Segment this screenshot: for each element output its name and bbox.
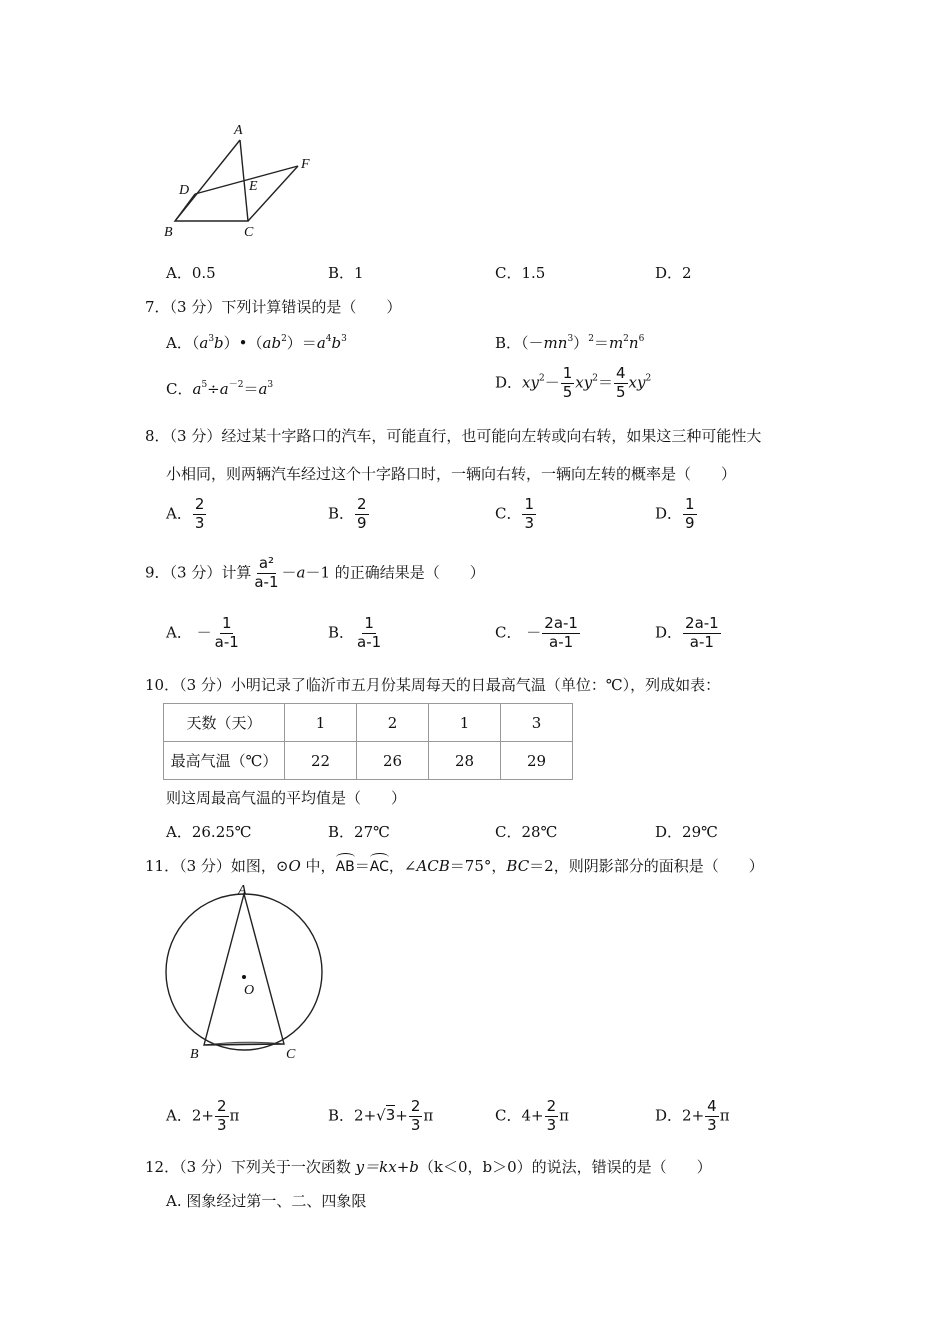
q8-line1: 8．（3 分）经过某十字路口的汽车，可能直行，也可能向左转或向右转，如果这三种可能性大 <box>145 427 762 445</box>
q10-option-a: A．26.25℃ <box>166 823 252 841</box>
table-cell: 最高气温（℃） <box>164 742 285 780</box>
arc-ac: AC <box>370 855 389 875</box>
label-a: A <box>238 883 247 898</box>
table-cell: 3 <box>501 704 573 742</box>
q10-option-c: C．28℃ <box>495 823 558 841</box>
q9-stem: 9．（3 分）计算 $\frac{\text{a²}}{a-1}$ －a－1 的正确结果是（ ） <box>145 554 485 591</box>
table-cell: 22 <box>285 742 357 780</box>
q6-option-d: D．2 <box>655 264 692 282</box>
q11-option-c: C．4+ $\frac{2}{3}$ π <box>495 1097 570 1134</box>
table-cell: 天数（天） <box>164 704 285 742</box>
q11-option-d: D．2+ $\frac{4}{3}$ π <box>655 1097 730 1134</box>
table-row <box>164 742 573 780</box>
q9-option-d: D． $\frac{2a-1}{a-1}$ <box>655 614 719 651</box>
table-row <box>164 704 573 742</box>
q7-stem: 7．（3 分）下列计算错误的是（ ） <box>145 298 402 316</box>
q8-line2: 小相同，则两辆汽车经过这个十字路口时，一辆向右转，一辆向左转的概率是（ ） <box>166 465 737 483</box>
label-d: D <box>179 183 190 198</box>
label-e: E <box>249 179 258 194</box>
label-b: B <box>164 225 173 240</box>
triangle-figure <box>160 118 330 243</box>
q10-stem: 10．（3 分）小明记录了临沂市五月份某周每天的日最高气温（单位：℃），列成如表： <box>145 676 721 694</box>
table-cell: 1 <box>429 704 501 742</box>
table-cell: 29 <box>501 742 573 780</box>
q9-option-c: C． － $\frac{2a-1}{a-1}$ <box>495 614 578 651</box>
q8-option-c: C． $\frac{1}{3}$ <box>495 495 535 532</box>
q7-option-a: A．$(a^3b)•(ab^2)=a^4b^3$ <box>166 334 347 352</box>
q10-option-d: D．29℃ <box>655 823 718 841</box>
label-b: B <box>190 1047 199 1062</box>
label-c: C <box>244 225 254 240</box>
q10-followup: 则这周最高气温的平均值是（ ） <box>166 789 407 807</box>
q9-option-a: A． － $\frac{1}{a-1}$ <box>166 614 239 651</box>
q6-option-c: C．1.5 <box>495 264 546 282</box>
table-cell: 26 <box>357 742 429 780</box>
table-cell: 2 <box>357 704 429 742</box>
q11-stem: 11．（3 分）如图，⊙O 中，AB＝AC，∠ACB＝75°，BC＝2，则阴影部分的面积是（ ） <box>145 857 764 875</box>
q11-option-a: A．2+ $\frac{2}{3}$ π <box>166 1097 240 1134</box>
label-a: A <box>234 123 243 138</box>
temperature-table <box>163 703 573 780</box>
q6-option-a: A．0.5 <box>166 264 216 282</box>
q10-option-b: B．27℃ <box>328 823 390 841</box>
circle-figure <box>160 880 335 1065</box>
label-c: C <box>286 1047 296 1062</box>
label-o: O <box>244 983 255 998</box>
q7-option-c: C．$a^5\div a^{-2}=a^3$ <box>166 380 274 398</box>
label-f: F <box>301 157 310 172</box>
table-cell: 28 <box>429 742 501 780</box>
q6-option-b: B．1 <box>328 264 364 282</box>
q12-option-a: A. 图象经过第一、二、四象限 <box>166 1192 367 1210</box>
q12-stem: 12．（3 分）下列关于一次函数 y＝kx+b（k＜0，b＞0）的说法，错误的是（ ） <box>145 1158 712 1176</box>
q11-option-b: B．2+√3+ $\frac{2}{3}$ π <box>328 1097 434 1134</box>
q7-option-d: D．$xy^2-$ $\frac{1}{5}$ $xy^2=$ $\frac{4}{5}$ $xy^2$ <box>495 364 652 401</box>
q8-option-b: B． $\frac{2}{9}$ <box>328 495 367 532</box>
table-cell: 1 <box>285 704 357 742</box>
q8-option-a: A． $\frac{2}{3}$ <box>166 495 205 532</box>
q8-option-d: D． $\frac{1}{9}$ <box>655 495 695 532</box>
q9-option-b: B． $\frac{1}{a-1}$ <box>328 614 382 651</box>
q7-option-b: B．$(-mn^3)^2=m^2n^6$ <box>495 334 645 352</box>
arc-ab: AB <box>336 855 355 875</box>
